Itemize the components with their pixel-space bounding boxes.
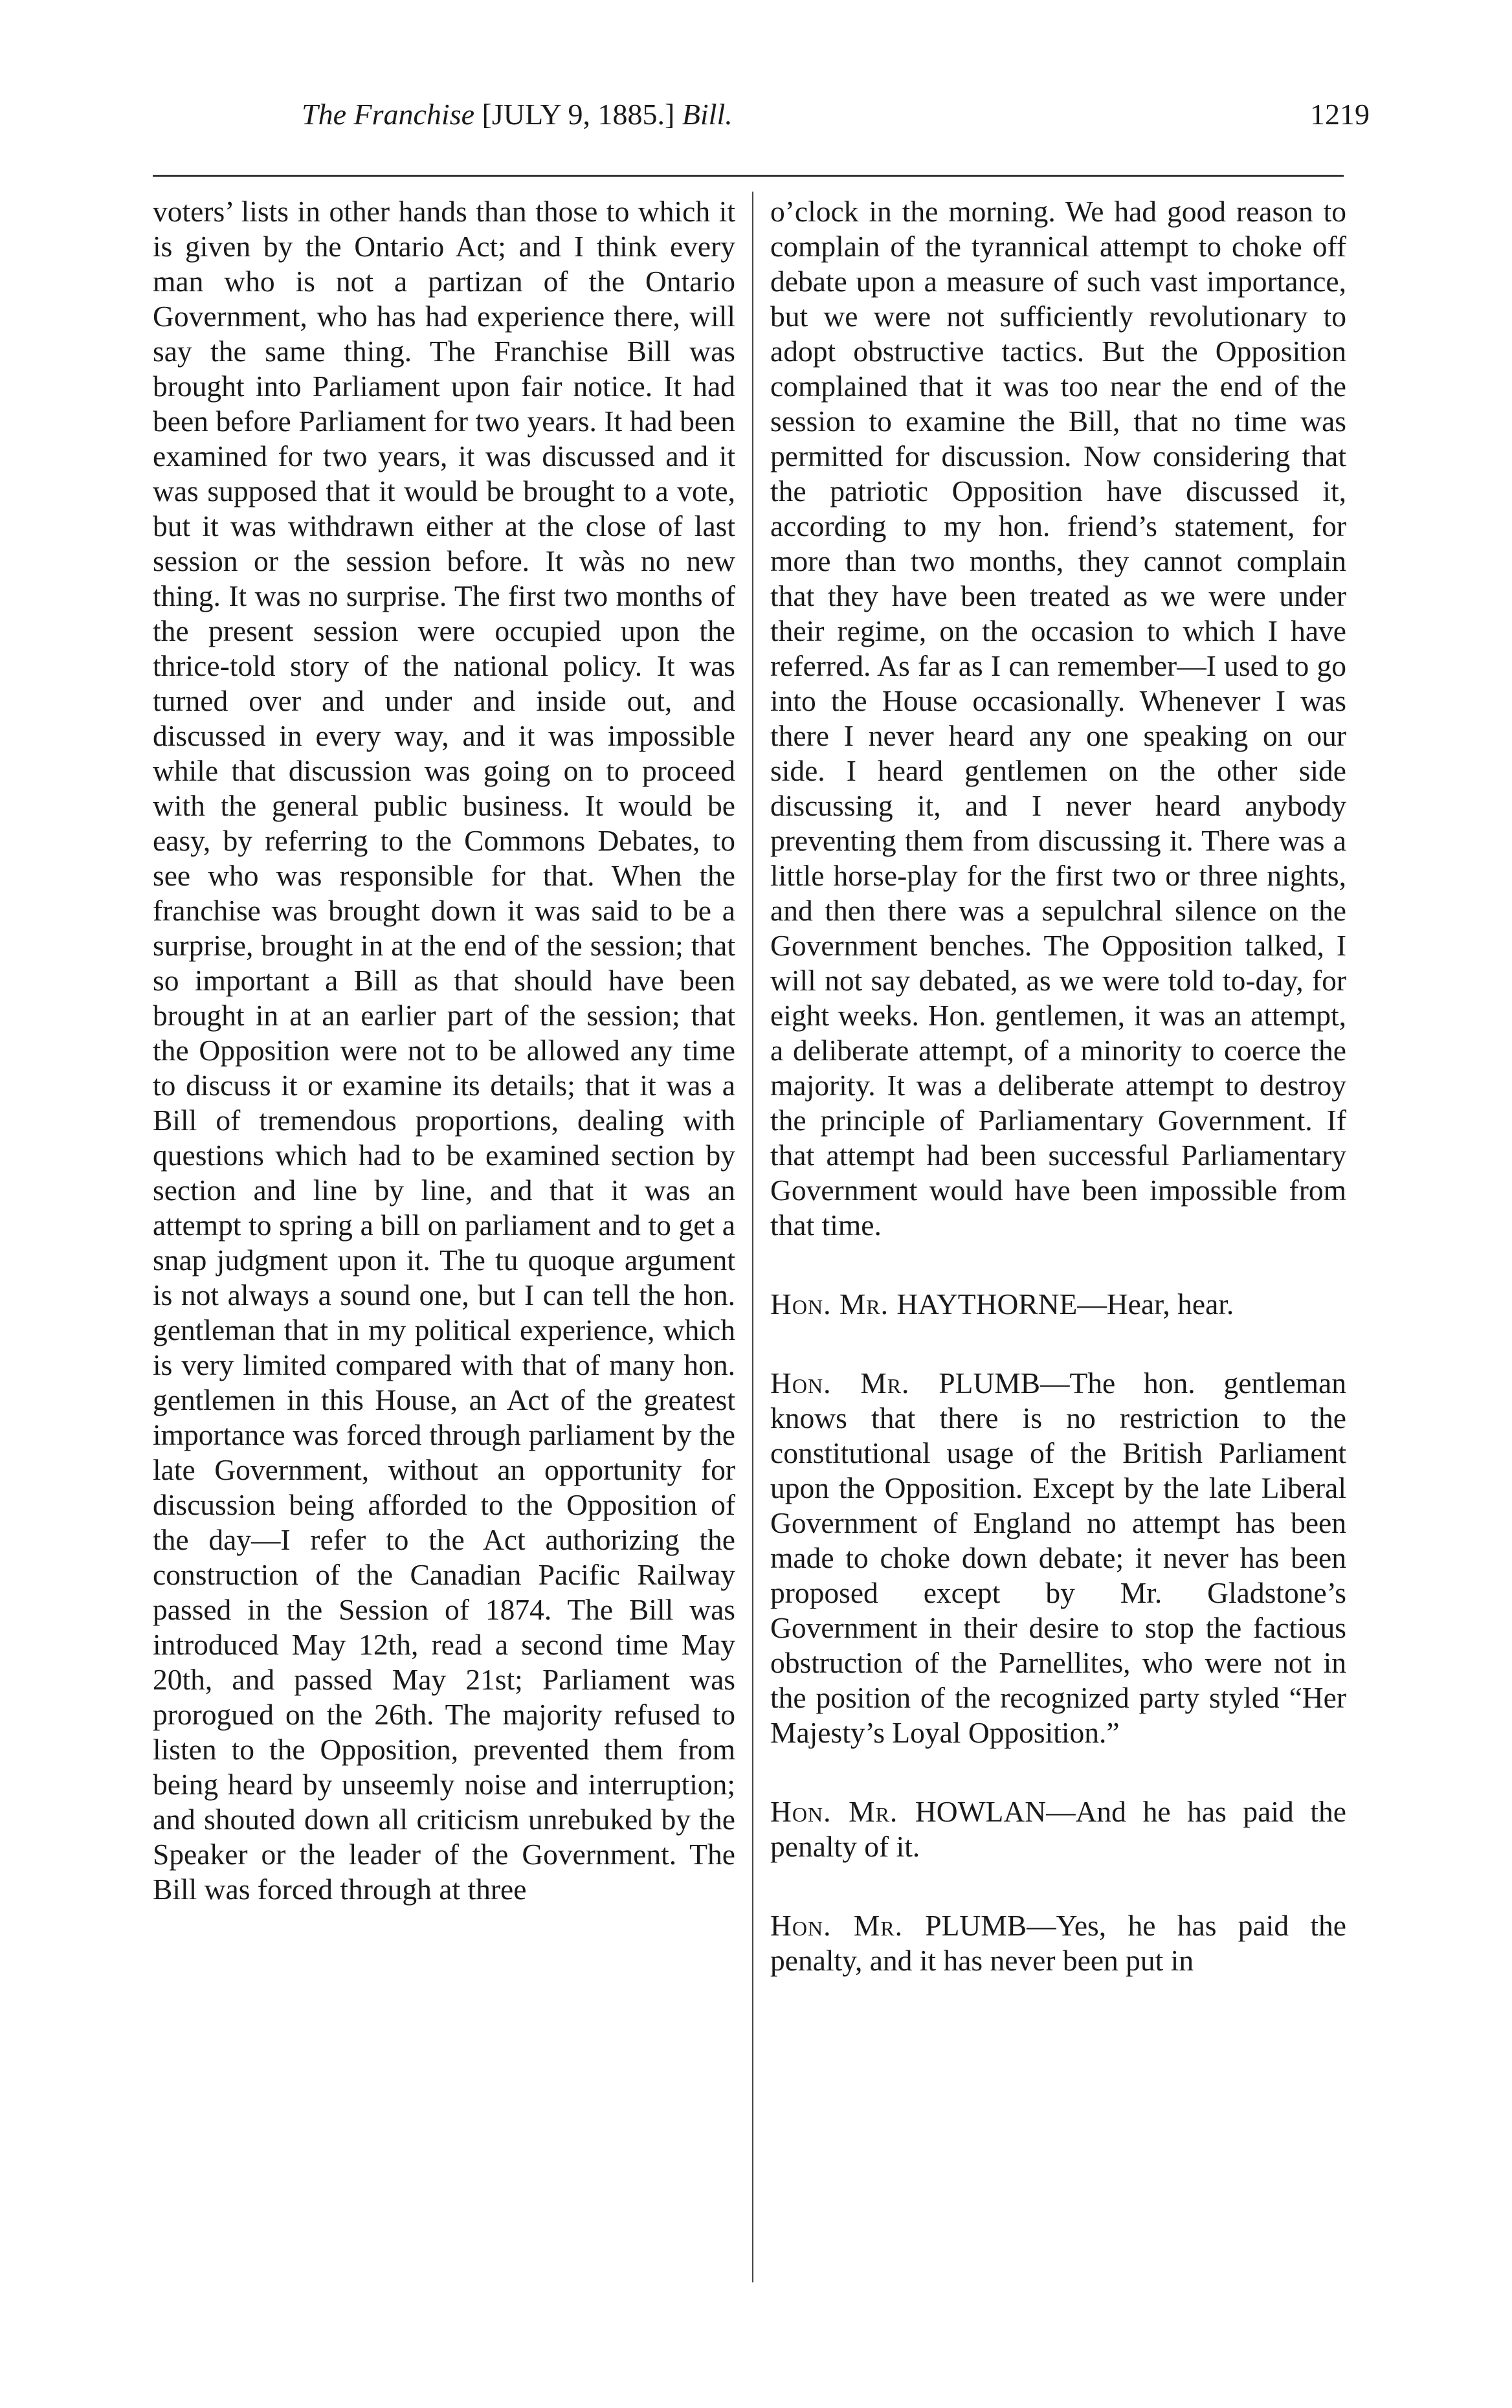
- speech-text: —The hon. gentleman knows that there is no restriction to the constitutional usage of the British Parliament upon the Opposition. Except by the late Liberal Government of England no attempt has been made to choke down debate; it never has been proposed except by Mr. Gladstone’s Government in their desire to stop the factious obstruction of the Parnellites, who were not in the position of the recognized party styled “Her Majesty’s Loyal Opposition.”: [770, 1366, 1346, 1749]
- speech-text: —Hear, hear.: [1077, 1288, 1234, 1321]
- right-column: [770, 194, 1346, 1978]
- speaker-title: Hon. Mr.: [770, 1795, 915, 1828]
- speaker-title: Hon. Mr.: [770, 1909, 926, 1942]
- page-header: [153, 97, 1370, 149]
- speech-plumb-2: [770, 1908, 1346, 1978]
- right-paragraph: o’clock in the morning. We had good reason to complain of the tyrannical attempt to choke off debate upon a measure of such vast importance, but we were not sufficiently revolutionary to adopt obstructive tactics. But the Opposition complained that it was too near the end of the session to examine the Bill, that no time was permitted for discussion. Now considering that the patriotic Opposition have discussed it, according to my hon. friend’s statement, for more than two months, they cannot complain that they have been treated as we were under their regime, on the occasion to which I have referred. As far as I can remember—I used to go into the House occasionally. Whenever I was there I never heard any one speaking on our side. I heard gentlemen on the other side discussing it, and I never heard anybody preventing them from discussing it. There was a little horse-play for the first two or three nights, and then there was a sepulchral silence on the Government benches. The Opposition talked, I will not say debated, as we were told to-day, for eight weeks. Hon. gentlemen, it was an attempt, a deliberate attempt, of a minority to coerce the majority. It was a deliberate attempt to destroy the principle of Parliamentary Government. If that attempt had been successful Parliamentary Government would have been impossible from that time.: [770, 195, 1346, 1242]
- speaker-title: Hon. Mr.: [770, 1366, 939, 1399]
- running-head-date: [JULY 9, 1885.]: [474, 98, 682, 131]
- speaker-name: HOWLAN: [915, 1795, 1047, 1828]
- speaker-title: Hon. Mr.: [770, 1288, 897, 1321]
- left-column: [153, 194, 735, 1907]
- page-number: 1219: [1310, 98, 1370, 131]
- speech-text: —And he has paid the penalty of it.: [770, 1795, 1346, 1863]
- speaker-name: HAYTHORNE: [896, 1288, 1078, 1321]
- running-head-title: The Franchise: [302, 98, 475, 131]
- speaker-name: PLUMB: [939, 1366, 1041, 1399]
- header-rule: [153, 175, 1344, 177]
- speech-haythorne: [770, 1287, 1346, 1322]
- speaker-name: PLUMB: [925, 1909, 1027, 1942]
- speech-text: —Yes, he has paid the penalty, and it has never been put in: [770, 1909, 1346, 1977]
- column-divider: [752, 192, 753, 2282]
- speech-howlan: [770, 1794, 1346, 1864]
- speech-plumb-1: [770, 1366, 1346, 1750]
- left-paragraph: voters’ lists in other hands than those to which it is given by the Ontario Act; and I think every man who is not a partizan of the Ontario Government, who has had experience there, will say the same thing. The Franchise Bill was brought into Parliament upon fair notice. It had been before Parliament for two years. It had been examined for two years, it was discussed and it was supposed that it would be brought to a vote, but it was withdrawn either at the close of last session or the session before. It wàs no new thing. It was no surprise. The first two months of the present session were occupied upon the thrice-told story of the national policy. It was turned over and under and inside out, and discussed in every way, and it was impossible while that discussion was going on to proceed with the general public business. It would be easy, by referring to the Commons Debates, to see who was responsible for that. When the franchise was brought down it was said to be a surprise, brought in at the end of the session; that so important a Bill as that should have been brought in at an earlier part of the session; that the Opposition were not to be allowed any time to discuss it or examine its details; that it was a Bill of tremendous proportions, dealing with questions which had to be examined section by section and line by line, and that it was an attempt to spring a bill on parliament and to get a snap judgment upon it. The tu quoque argument is not always a sound one, but I can tell the hon. gentleman that in my political experience, which is very limited compared with that of many hon. gentlemen in this House, an Act of the greatest importance was forced through parliament by the late Government, without an opportunity for discussion being afforded to the Opposition of the day—I refer to the Act authorizing the construction of the Canadian Pacific Railway passed in the Session of 1874. The Bill was introduced May 12th, read a second time May 20th, and passed May 21st; Parliament was prorogued on the 26th. The majority refused to listen to the Opposition, prevented them from being heard by unseemly noise and interruption; and shouted down all criticism unrebuked by the Speaker or the leader of the Government. The Bill was forced through at three: [153, 195, 735, 1906]
- running-head: [302, 97, 733, 131]
- running-head-bill: Bill.: [682, 98, 733, 131]
